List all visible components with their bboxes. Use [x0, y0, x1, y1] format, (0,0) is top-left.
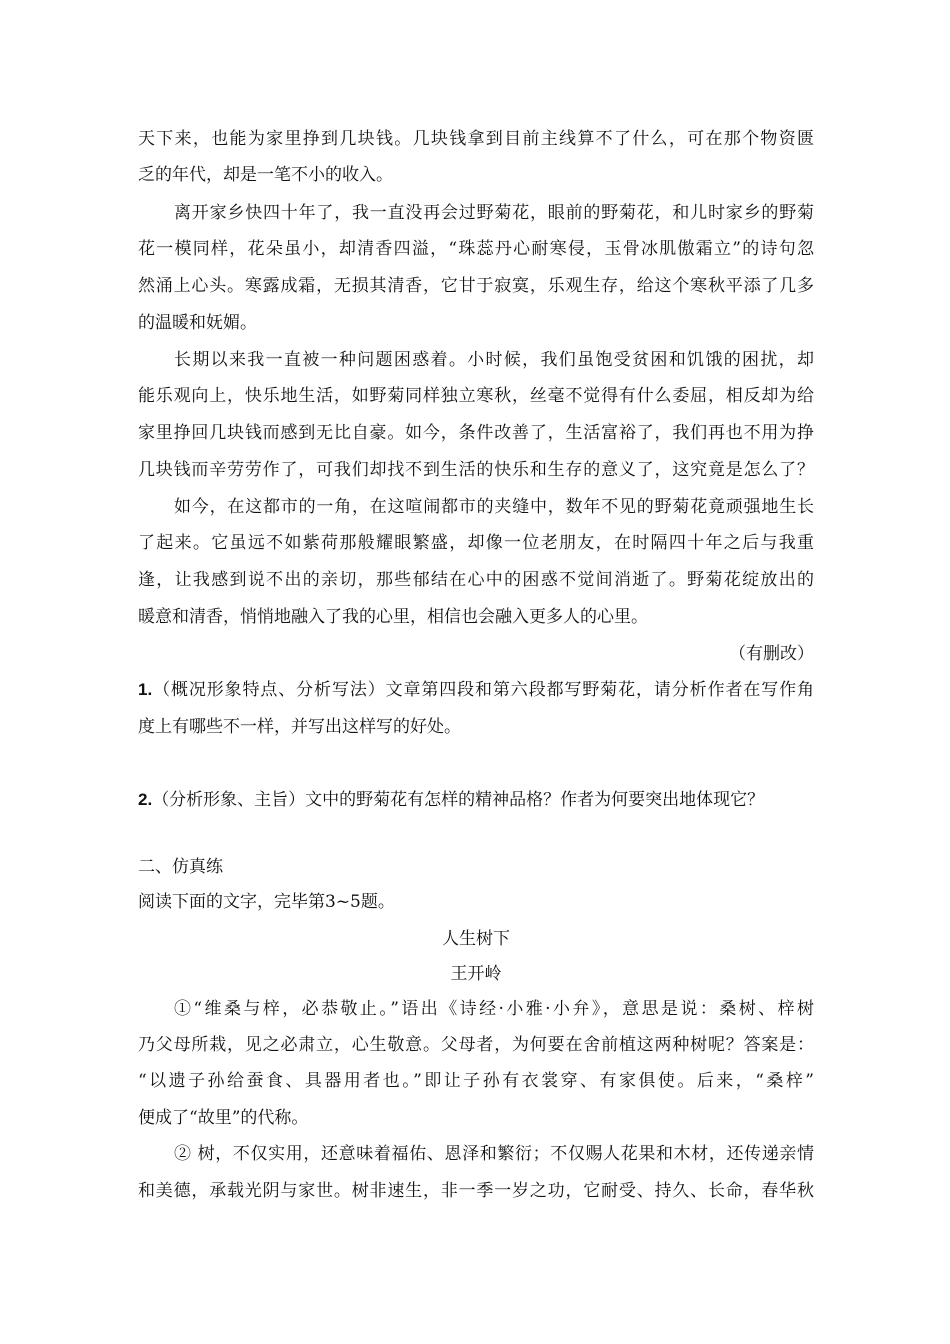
article-line: 便成了“故里”的代称。 — [138, 1108, 309, 1128]
question-1 — [138, 679, 814, 701]
passage-line: 离开家乡快四十年了，我一直没再会过野菊花，眼前的野菊花，和儿时家乡的野菊 — [174, 203, 814, 223]
question-2 — [138, 789, 814, 811]
passage-line: 了起来。它虽远不如紫荷那般耀眼繁盛，却像一位老朋友，在时隔四十年之后与我重 — [138, 533, 814, 553]
passage-line: 家里挣回几块钱而感到无比自豪。如今，条件改善了，生活富裕了，我们再也不用为挣 — [138, 423, 814, 443]
passage-line: 逢，让我感到说不出的亲切，那些郁结在心中的困惑不觉间消逝了。野菊花绽放出的 — [138, 570, 814, 590]
passage-line: 然涌上心头。寒露成霜，无损其清香，它甘于寂寞，乐观生存，给这个寒秋平添了几多 — [138, 276, 814, 296]
question-text: （概况形象特点、分析写法）文章第四段和第六段都写野菊花，请分析作者在写作角 — [152, 680, 814, 700]
article-line: ①“维桑与梓，必恭敬止。”语出《诗经·小雅·小弁》，意思是说：桑树、梓树 — [174, 999, 814, 1019]
passage-line: 如今，在这都市的一角，在这喧闹都市的夹缝中，数年不见的野菊花竟顽强地生长 — [174, 497, 814, 517]
passage-line: 天下来，也能为家里挣到几块钱。几块钱拿到目前主线算不了什么，可在那个物资匮 — [138, 129, 814, 149]
article-line: 和美德，承载光阴与家世。树非速生，非一季一岁之功，它耐受、持久、长命，春华秋 — [138, 1181, 814, 1201]
section-heading: 二、仿真练 — [138, 857, 223, 877]
passage-line: 暖意和清香，悄悄地融入了我的心里，相信也会融入更多人的心里。 — [138, 607, 648, 627]
article-title: 人生树下 — [442, 929, 510, 949]
passage-line: 长期以来我一直被一种问题困惑着。小时候，我们虽饱受贫困和饥饿的困扰，却 — [174, 350, 814, 370]
question-number: 1. — [138, 680, 153, 699]
article-line: “以遗子孙给蚕食、具器用者也。”即让子孙有衣裳穿、有家俱使。后来，“桑梓” — [138, 1071, 814, 1091]
question-number: 2. — [138, 790, 153, 809]
section-instruction: 阅读下面的文字，完毕第3~5题。 — [138, 892, 395, 912]
article-line: 乃父母所栽，见之必肃立，心生敬意。父母者，为何要在舍前植这两种树呢？答案是： — [138, 1035, 814, 1055]
source-note: （有删改） — [729, 644, 814, 664]
passage-line: 乏的年代，却是一笔不小的收入。 — [138, 165, 393, 185]
passage-line: 能乐观向上，快乐地生活，如野菊同样独立寒秋，丝毫不觉得有什么委屈，相反却为给 — [138, 386, 814, 406]
article-line: ② 树，不仅实用，还意味着福佑、恩泽和繁衍；不仅赐人花果和木材，还传递亲情 — [174, 1144, 814, 1164]
passage-line: 几块钱而辛劳劳作了，可我们却找不到生活的快乐和生存的意义了，这究竟是怎么了？ — [138, 460, 814, 480]
passage-line: 花一模同样，花朵虽小，却清香四溢，“珠蕊丹心耐寒侵，玉骨冰肌傲霜立”的诗句忽 — [138, 239, 814, 259]
question-text: （分析形象、主旨）文中的野菊花有怎样的精神品格？作者为何要突出地体现它？ — [152, 790, 765, 810]
question-1-continued: 度上有哪些不一样，并写出这样写的好处。 — [138, 717, 461, 737]
passage-line: 的温暖和妩媚。 — [138, 313, 257, 333]
article-author: 王开岭 — [450, 964, 502, 984]
